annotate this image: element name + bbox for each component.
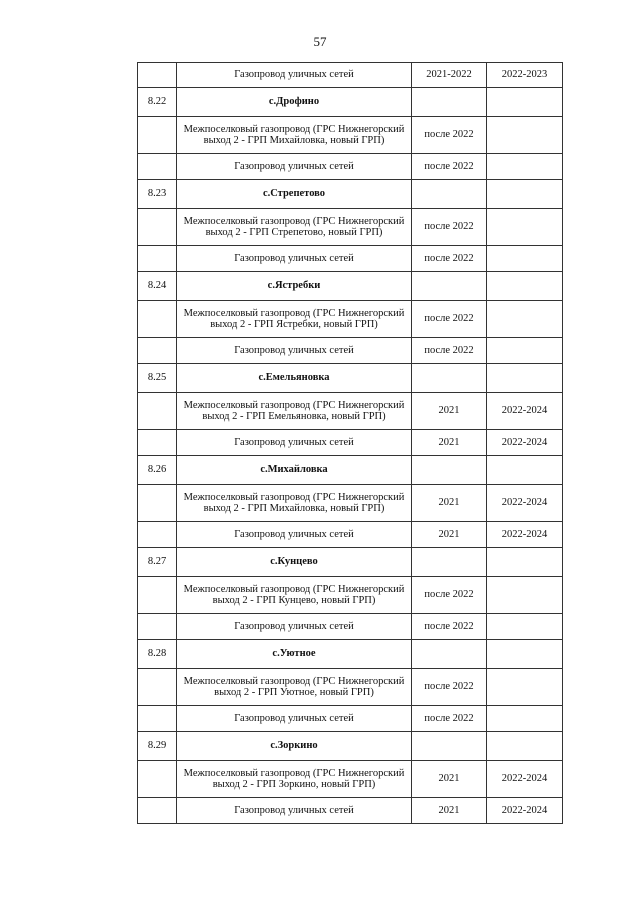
period-end-cell: 2022-2023 — [487, 63, 563, 88]
table-row — [138, 430, 563, 456]
settlement-row — [138, 364, 563, 393]
settlement-row — [138, 732, 563, 761]
row-number-cell: 8.23 — [138, 180, 177, 209]
settlement-name-cell: с.Стрепетово — [177, 180, 412, 209]
table-row — [138, 246, 563, 272]
settlement-name-cell: с.Емельяновка — [177, 364, 412, 393]
work-description-cell: Газопровод уличных сетей — [177, 63, 412, 88]
period-start-cell: 2021 — [412, 393, 487, 430]
table-row — [138, 209, 563, 246]
period-end-cell — [487, 117, 563, 154]
work-description-cell: Межпоселковый газопровод (ГРС Нижнегорский выход 2 - ГРП Михайловка, новый ГРП) — [177, 485, 412, 522]
period-start-cell — [412, 88, 487, 117]
row-number-cell: 8.26 — [138, 456, 177, 485]
row-number-cell — [138, 209, 177, 246]
period-start-cell: после 2022 — [412, 338, 487, 364]
settlement-name-cell: с.Дрофино — [177, 88, 412, 117]
row-number-cell: 8.22 — [138, 88, 177, 117]
row-number-cell — [138, 577, 177, 614]
period-end-cell — [487, 272, 563, 301]
row-number-cell — [138, 485, 177, 522]
period-start-cell: 2021-2022 — [412, 63, 487, 88]
period-start-cell: после 2022 — [412, 301, 487, 338]
row-number-cell — [138, 246, 177, 272]
work-description-cell: Межпоселковый газопровод (ГРС Нижнегорский выход 2 - ГРП Ястребки, новый ГРП) — [177, 301, 412, 338]
settlement-row — [138, 548, 563, 577]
period-start-cell — [412, 272, 487, 301]
period-start-cell — [412, 640, 487, 669]
table-row — [138, 614, 563, 640]
period-end-cell — [487, 88, 563, 117]
work-description-cell: Газопровод уличных сетей — [177, 246, 412, 272]
table-row — [138, 669, 563, 706]
period-start-cell: после 2022 — [412, 209, 487, 246]
work-description-cell: Межпоселковый газопровод (ГРС Нижнегорский выход 2 - ГРП Стрепетово, новый ГРП) — [177, 209, 412, 246]
period-start-cell: после 2022 — [412, 577, 487, 614]
period-end-cell — [487, 669, 563, 706]
work-description-cell: Газопровод уличных сетей — [177, 522, 412, 548]
period-end-cell: 2022-2024 — [487, 485, 563, 522]
period-end-cell — [487, 338, 563, 364]
row-number-cell — [138, 117, 177, 154]
period-start-cell: после 2022 — [412, 117, 487, 154]
period-end-cell — [487, 246, 563, 272]
work-description-cell: Межпоселковый газопровод (ГРС Нижнегорский выход 2 - ГРП Уютное, новый ГРП) — [177, 669, 412, 706]
table-row — [138, 338, 563, 364]
period-end-cell — [487, 640, 563, 669]
period-start-cell: после 2022 — [412, 706, 487, 732]
row-number-cell — [138, 63, 177, 88]
row-number-cell — [138, 338, 177, 364]
period-end-cell — [487, 614, 563, 640]
period-start-cell — [412, 456, 487, 485]
period-start-cell: 2021 — [412, 522, 487, 548]
period-start-cell — [412, 180, 487, 209]
period-start-cell — [412, 548, 487, 577]
settlement-name-cell: с.Зоркино — [177, 732, 412, 761]
work-description-cell: Межпоселковый газопровод (ГРС Нижнегорский выход 2 - ГРП Кунцево, новый ГРП) — [177, 577, 412, 614]
table-row — [138, 761, 563, 798]
row-number-cell — [138, 669, 177, 706]
period-end-cell: 2022-2024 — [487, 430, 563, 456]
table-row — [138, 485, 563, 522]
work-description-cell: Межпоселковый газопровод (ГРС Нижнегорский выход 2 - ГРП Михайловка, новый ГРП) — [177, 117, 412, 154]
period-start-cell — [412, 364, 487, 393]
work-description-cell: Газопровод уличных сетей — [177, 706, 412, 732]
row-number-cell — [138, 798, 177, 824]
period-end-cell — [487, 180, 563, 209]
row-number-cell — [138, 614, 177, 640]
work-description-cell: Газопровод уличных сетей — [177, 798, 412, 824]
settlement-row — [138, 88, 563, 117]
settlement-row — [138, 456, 563, 485]
table-row — [138, 522, 563, 548]
table-row — [138, 301, 563, 338]
page-number: 57 — [313, 34, 327, 49]
table-row — [138, 798, 563, 824]
period-start-cell: после 2022 — [412, 246, 487, 272]
work-description-cell: Межпоселковый газопровод (ГРС Нижнегорский выход 2 - ГРП Зоркино, новый ГРП) — [177, 761, 412, 798]
period-end-cell: 2022-2024 — [487, 393, 563, 430]
row-number-cell: 8.24 — [138, 272, 177, 301]
row-number-cell: 8.25 — [138, 364, 177, 393]
row-number-cell — [138, 522, 177, 548]
period-start-cell: 2021 — [412, 798, 487, 824]
work-description-cell: Межпоселковый газопровод (ГРС Нижнегорский выход 2 - ГРП Емельяновка, новый ГРП) — [177, 393, 412, 430]
period-start-cell — [412, 732, 487, 761]
period-end-cell — [487, 301, 563, 338]
row-number-cell — [138, 393, 177, 430]
period-end-cell: 2022-2024 — [487, 761, 563, 798]
period-start-cell: после 2022 — [412, 669, 487, 706]
row-number-cell: 8.27 — [138, 548, 177, 577]
period-start-cell: 2021 — [412, 430, 487, 456]
settlement-name-cell: с.Кунцево — [177, 548, 412, 577]
period-start-cell: после 2022 — [412, 614, 487, 640]
settlement-row — [138, 180, 563, 209]
row-number-cell — [138, 430, 177, 456]
period-end-cell — [487, 154, 563, 180]
table-row — [138, 117, 563, 154]
period-start-cell: после 2022 — [412, 154, 487, 180]
period-start-cell: 2021 — [412, 761, 487, 798]
work-description-cell: Газопровод уличных сетей — [177, 430, 412, 456]
row-number-cell — [138, 761, 177, 798]
settlement-name-cell: с.Михайловка — [177, 456, 412, 485]
work-description-cell: Газопровод уличных сетей — [177, 154, 412, 180]
table-row — [138, 154, 563, 180]
table-row — [138, 63, 563, 88]
period-end-cell — [487, 706, 563, 732]
period-end-cell — [487, 577, 563, 614]
settlement-name-cell: с.Ястребки — [177, 272, 412, 301]
period-start-cell: 2021 — [412, 485, 487, 522]
period-end-cell — [487, 364, 563, 393]
period-end-cell — [487, 548, 563, 577]
row-number-cell — [138, 301, 177, 338]
table-row — [138, 706, 563, 732]
work-description-cell: Газопровод уличных сетей — [177, 614, 412, 640]
period-end-cell — [487, 732, 563, 761]
row-number-cell — [138, 706, 177, 732]
table-body — [138, 63, 563, 824]
period-end-cell — [487, 209, 563, 246]
table-row — [138, 393, 563, 430]
table-row — [138, 577, 563, 614]
work-description-cell: Газопровод уличных сетей — [177, 338, 412, 364]
settlement-name-cell: с.Уютное — [177, 640, 412, 669]
period-end-cell — [487, 456, 563, 485]
gas-pipeline-schedule-table — [137, 62, 563, 824]
settlement-row — [138, 272, 563, 301]
row-number-cell: 8.29 — [138, 732, 177, 761]
settlement-row — [138, 640, 563, 669]
period-end-cell: 2022-2024 — [487, 522, 563, 548]
row-number-cell — [138, 154, 177, 180]
row-number-cell: 8.28 — [138, 640, 177, 669]
period-end-cell: 2022-2024 — [487, 798, 563, 824]
